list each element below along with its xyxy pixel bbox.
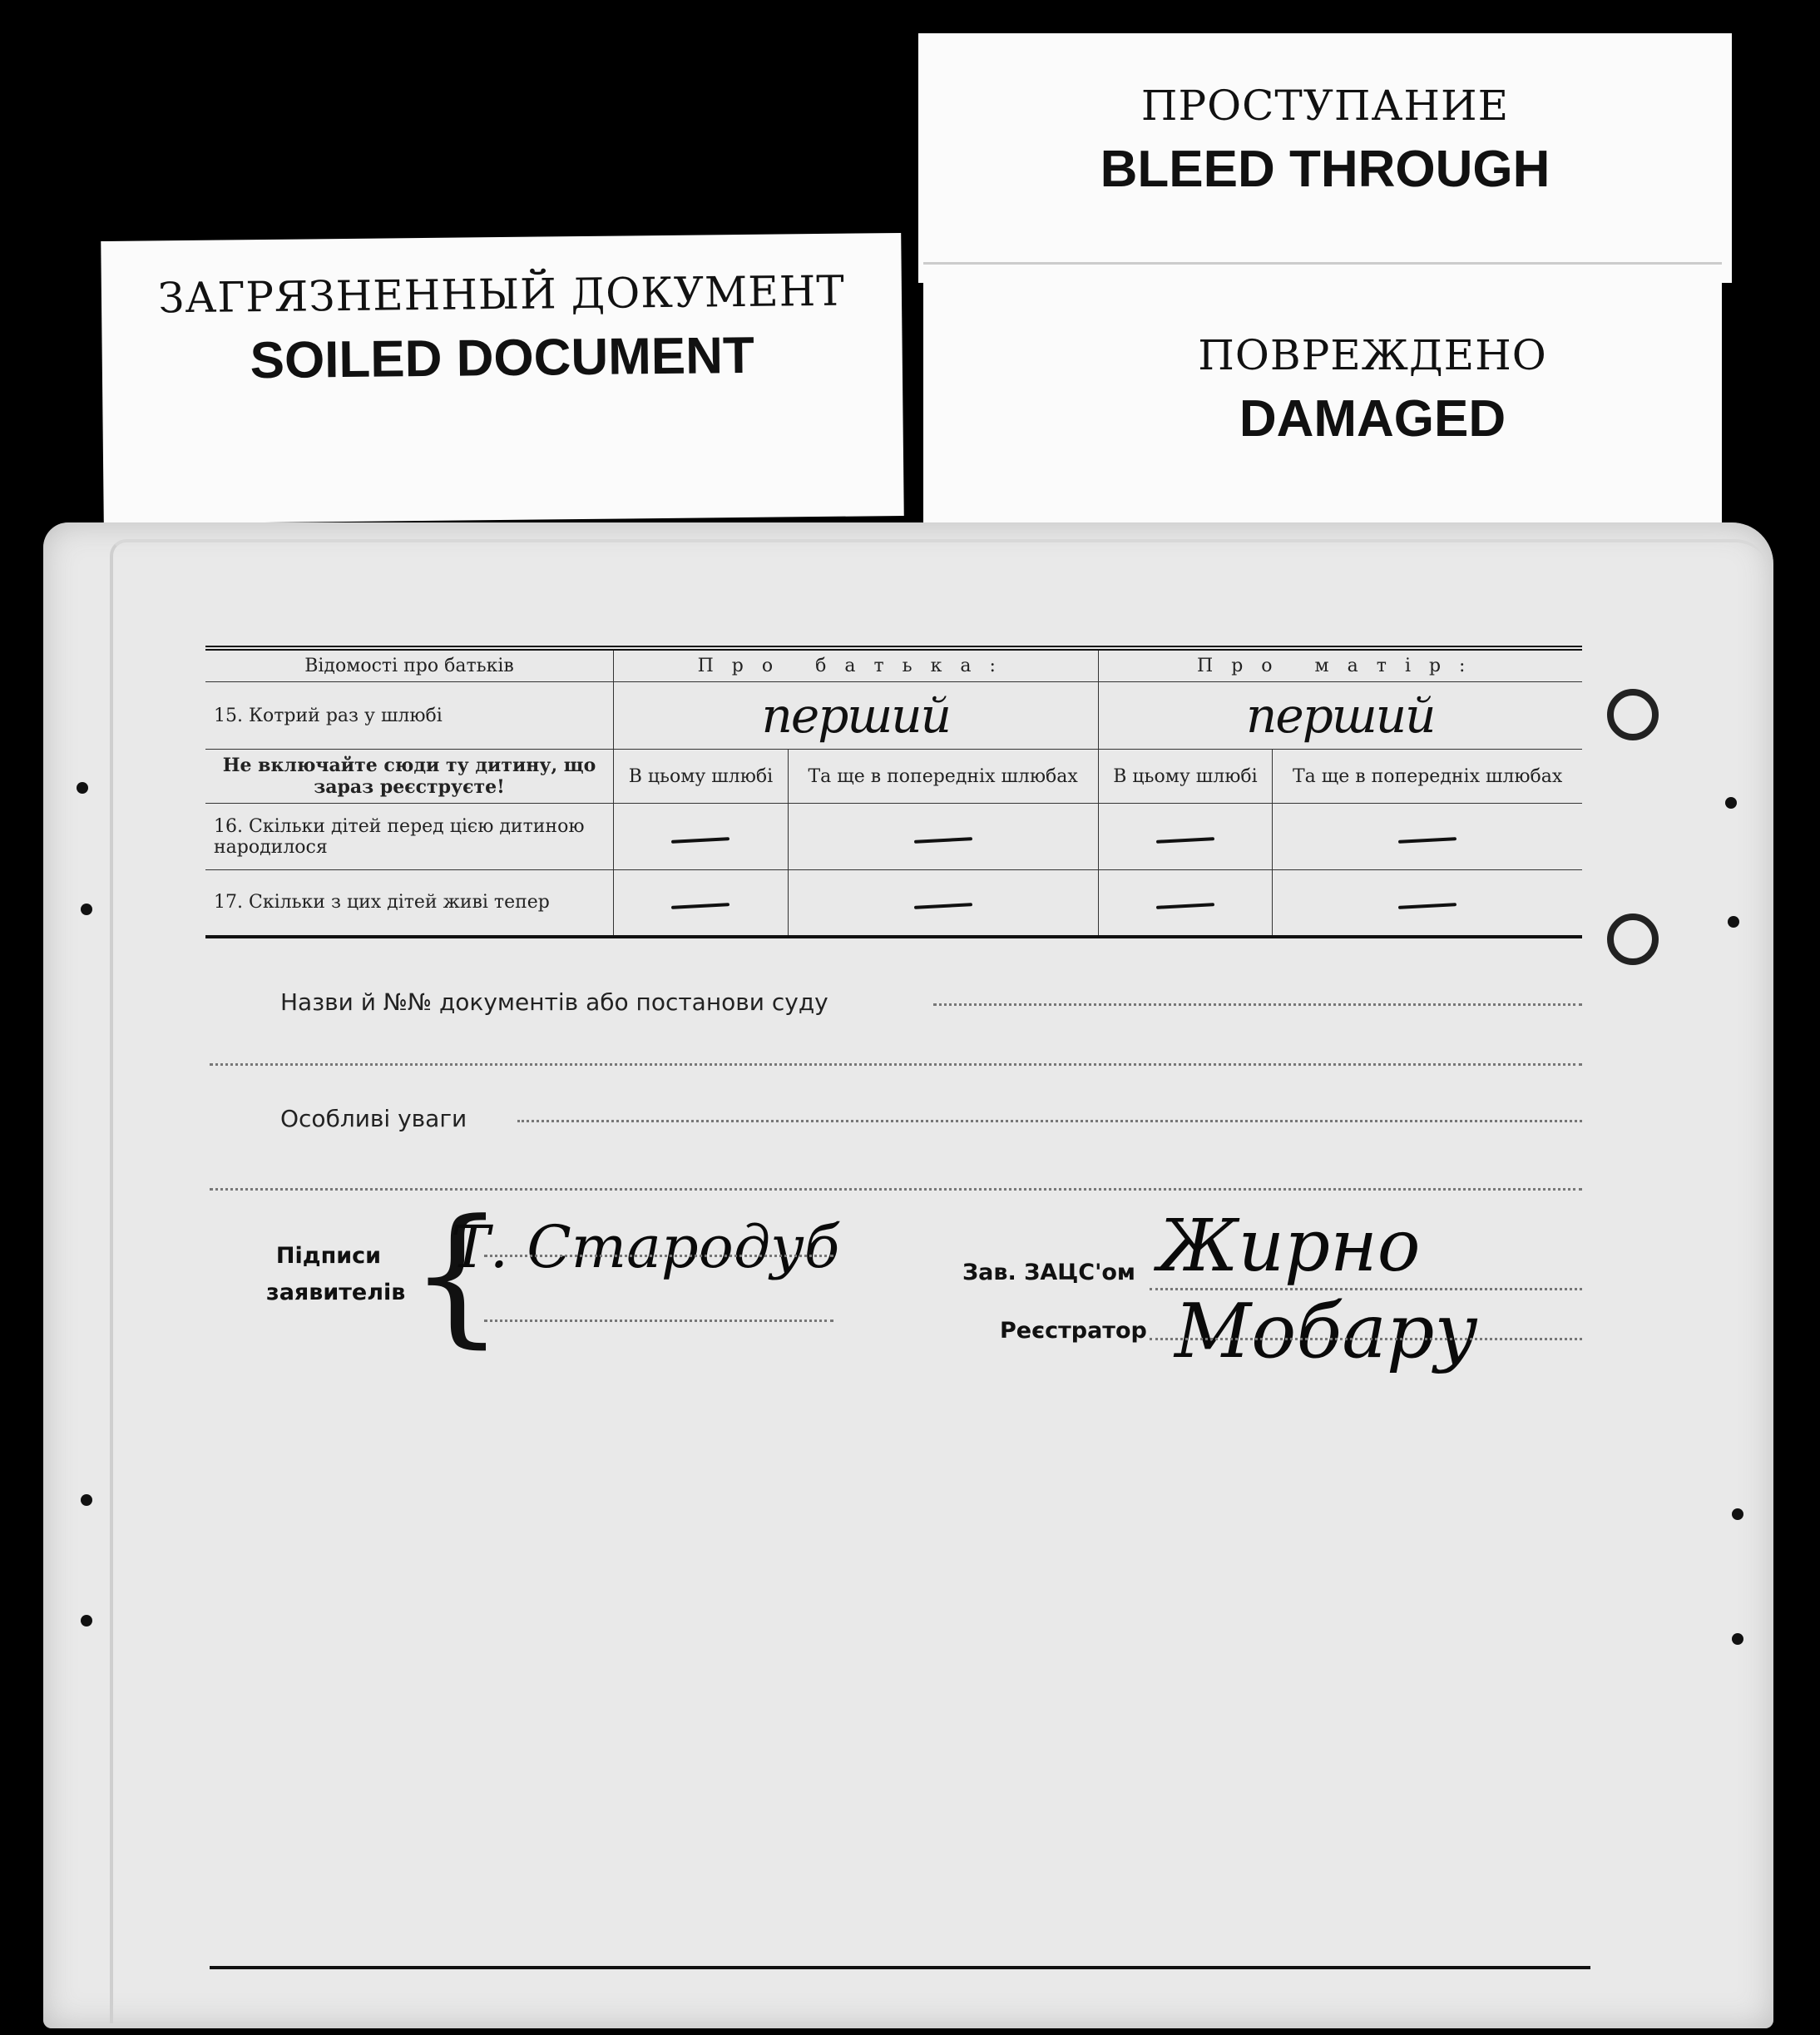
registrar-signature: Мобару xyxy=(1175,1288,1478,1375)
subheader-label: Не включайте сюди ту дитину, що зараз реєструєте! xyxy=(205,750,614,804)
punch-hole xyxy=(81,1615,92,1627)
father-previous-marriages-header: Та ще в попередніх шлюбах xyxy=(788,750,1098,804)
mother-previous-marriages-header: Та ще в попередніх шлюбах xyxy=(1273,750,1582,804)
punch-hole xyxy=(1732,1633,1743,1645)
soiled-document-card xyxy=(101,233,904,524)
row16-dash xyxy=(1273,804,1582,870)
damaged-card xyxy=(923,262,1722,537)
head-signature: Жирно xyxy=(1158,1205,1421,1288)
bottom-rule xyxy=(210,1966,1590,1969)
applicants-label-line1: Підписи xyxy=(275,1243,382,1269)
applicants-label-line2: заявителів xyxy=(266,1280,406,1305)
row16-label: 16. Скільки дітей перед цією дитиною народилося xyxy=(205,804,614,870)
header-mother-cell: Про матір: xyxy=(1098,648,1582,682)
applicants-signatures-label xyxy=(266,1238,406,1311)
row17-label: 17. Скільки з цих дітей живі тепер xyxy=(205,870,614,937)
documents-line xyxy=(933,1003,1582,1006)
damaged-card-ru: ПОВРЕЖДЕНО xyxy=(1198,331,1547,379)
registrar-signature-line xyxy=(1150,1338,1582,1340)
bleed-card-ru: ПРОСТУПАНИЕ xyxy=(1140,82,1510,130)
bleed-through-card xyxy=(918,33,1732,283)
header-father-cell: Про батька: xyxy=(614,648,1099,682)
applicant-signature: Т. Стародуб xyxy=(451,1213,840,1281)
row16-dash xyxy=(788,804,1098,870)
soiled-card-ru: ЗАГРЯЗНЕННЫЙ ДОКУМЕНТ xyxy=(157,266,845,323)
bleed-card-en: BLEED THROUGH xyxy=(1100,141,1550,198)
notes-label: Особливі уваги xyxy=(280,1105,467,1132)
row16-dash xyxy=(1098,804,1273,870)
documents-line-2 xyxy=(210,1063,1582,1066)
punch-hole xyxy=(1732,1508,1743,1520)
damaged-card-en: DAMAGED xyxy=(1239,390,1506,448)
mother-this-marriage-header: В цьому шлюбі xyxy=(1098,750,1273,804)
documents-label: Назви й №№ документів або постанови суду xyxy=(280,988,828,1016)
punch-hole xyxy=(81,1494,92,1506)
row15-label: 15. Котрий раз у шлюбі xyxy=(205,682,614,750)
punch-hole xyxy=(77,782,88,794)
punch-hole xyxy=(1725,797,1737,809)
row17-dash xyxy=(788,870,1098,937)
head-label: Зав. ЗАЦС'ом xyxy=(962,1260,1135,1285)
punch-hole xyxy=(81,904,92,915)
parents-info-table xyxy=(205,646,1582,938)
row17-dash xyxy=(1098,870,1273,937)
applicant-signature-line-2 xyxy=(484,1320,833,1322)
registrar-label: Реєстратор xyxy=(1000,1318,1147,1344)
ring-hole xyxy=(1607,914,1659,965)
row17-dash xyxy=(614,870,789,937)
father-this-marriage-header: В цьому шлюбі xyxy=(614,750,789,804)
punch-hole xyxy=(1728,916,1739,928)
row16-dash xyxy=(614,804,789,870)
brace: { xyxy=(409,1188,505,1362)
header-label-cell: Відомості про батьків xyxy=(205,648,614,682)
document-page xyxy=(43,522,1773,2028)
applicant-signature-line xyxy=(484,1255,833,1257)
soiled-card-en: SOILED DOCUMENT xyxy=(250,326,755,390)
ring-hole xyxy=(1607,689,1659,740)
notes-line xyxy=(517,1120,1582,1122)
row15-mother-value: перший xyxy=(1098,682,1582,750)
row17-dash xyxy=(1273,870,1582,937)
row15-father-value: перший xyxy=(614,682,1099,750)
